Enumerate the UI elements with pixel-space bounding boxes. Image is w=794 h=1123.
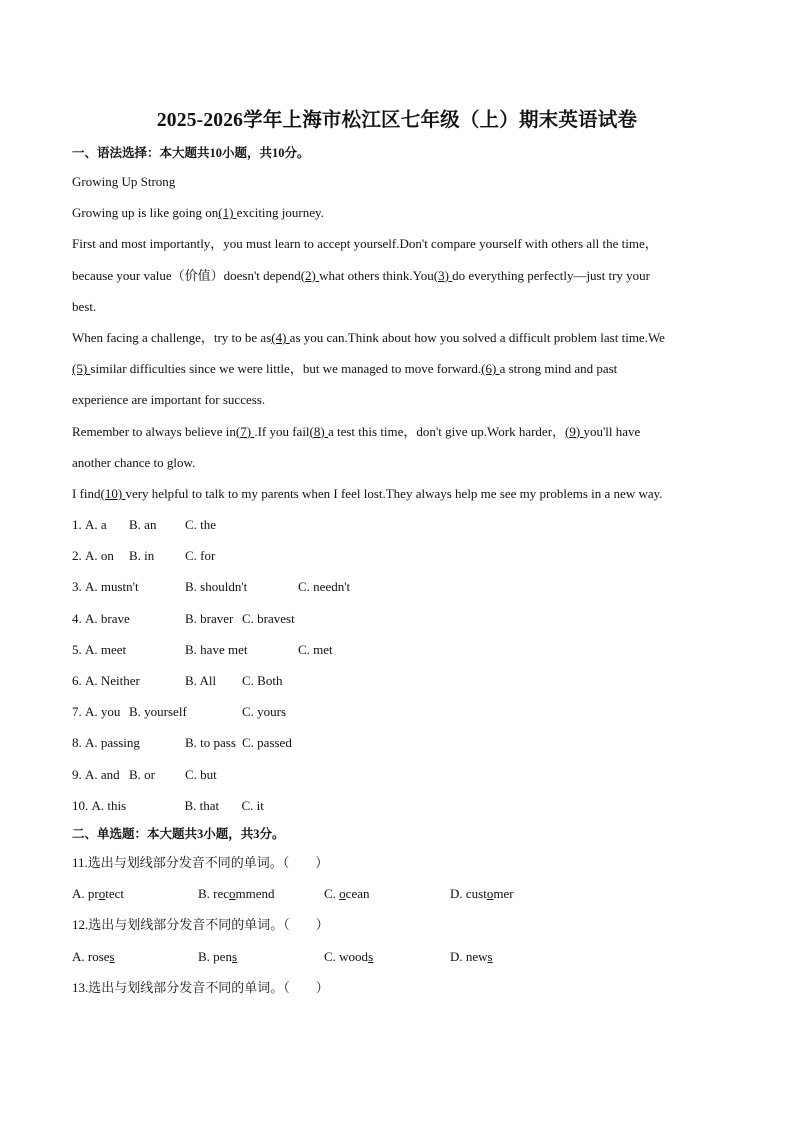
blank-6: (6) — [481, 361, 500, 377]
option-a[interactable]: A. a — [85, 517, 107, 533]
exam-title: 2025-2026学年上海市松江区七年级（上）期末英语试卷 — [156, 110, 638, 131]
option-a[interactable]: A. you — [85, 704, 121, 720]
passage-line: Growing up is like going on(1) exciting journey. — [72, 205, 324, 221]
option-a[interactable]: A. brave — [85, 610, 130, 626]
option-b[interactable]: B. pens — [198, 948, 238, 964]
option-c[interactable]: C. the — [185, 517, 217, 533]
blank-2: (2) — [300, 267, 320, 283]
blank-1: (1) — [218, 205, 237, 221]
option-c[interactable]: C. ocean — [324, 886, 370, 902]
option-b[interactable]: B. recommend — [198, 886, 275, 902]
passage-line: because your value（价值）doesn't depend(2) what others think.You(3) do everything perfectly—just try your — [72, 267, 650, 283]
blank-4: (4) — [271, 329, 290, 345]
question-12-stem: 12.选出与划线部分发音不同的单词。（ ） — [72, 917, 329, 933]
question-1: 1. A. a B. an C. the — [72, 509, 722, 540]
option-a[interactable]: A. passing — [85, 735, 140, 751]
passage-line: (5) similar difficulties since we were little，but we managed to move forward.(6) a strong mind and past — [72, 361, 618, 377]
question-12-options — [72, 941, 722, 972]
passage-line: I find(10) very helpful to talk to my parents when I feel lost.They always help me see my problems in a new way. — [72, 485, 663, 501]
option-d[interactable]: D. news — [450, 948, 493, 964]
question-5: 5. A. meet B. have met C. met — [72, 634, 722, 665]
question-2: 2. A. on B. in C. for — [72, 540, 722, 571]
option-c[interactable]: C. passed — [242, 735, 292, 751]
option-b[interactable]: B. braver — [185, 610, 234, 626]
option-a[interactable]: A. on — [85, 548, 114, 564]
blank-10: (10) — [100, 485, 126, 501]
passage-title: Growing Up Strong — [72, 174, 176, 189]
option-b[interactable]: B. have met — [185, 641, 248, 657]
option-a[interactable]: A. roses — [72, 948, 115, 964]
question-9: 9. A. and B. or C. but — [72, 759, 722, 790]
option-a[interactable]: A. this — [91, 797, 127, 813]
passage-line: another chance to glow. — [72, 454, 196, 470]
question-4: 4. A. brave B. braver C. bravest — [72, 603, 722, 634]
section-2-header: 二、单选题：本大题共3小题，共3分。 — [72, 826, 285, 841]
option-b[interactable]: B. an — [129, 517, 157, 533]
option-c[interactable]: C. needn't — [298, 579, 351, 595]
blank-5: (5) — [72, 361, 91, 377]
passage-line: When facing a challenge，try to be as(4) as you can.Think about how you solved a difficult problem last time.We — [72, 329, 665, 345]
question-11-options — [72, 878, 722, 909]
blank-9: (9) — [565, 423, 584, 439]
option-c[interactable]: C. Both — [242, 673, 283, 688]
option-a[interactable]: A. and — [85, 766, 120, 782]
option-c[interactable]: C. it — [241, 797, 264, 813]
option-b[interactable]: B. All — [185, 673, 217, 688]
option-b[interactable]: B. yourself — [129, 704, 187, 720]
option-c[interactable]: C. for — [185, 548, 216, 564]
passage-line: First and most importantly，you must learn to accept yourself.Don't compare yourself with others all the time， — [72, 236, 658, 252]
option-b[interactable]: B. to pass — [185, 735, 236, 751]
option-b[interactable]: B. in — [129, 548, 155, 564]
option-b[interactable]: B. shouldn't — [185, 579, 248, 595]
passage-line: Remember to always believe in(7) .If you fail(8) a test this time，don't give up.Work harder，(9) you'll have — [72, 423, 641, 439]
option-c[interactable]: C. bravest — [242, 610, 295, 626]
option-a[interactable]: A. Neither — [85, 673, 140, 688]
option-c[interactable]: C. woods — [324, 948, 374, 964]
option-b[interactable]: B. that — [184, 797, 220, 813]
question-7: 7. A. you B. yourself C. yours — [72, 696, 722, 727]
option-c[interactable]: C. yours — [242, 704, 287, 720]
question-11-stem: 11.选出与划线部分发音不同的单词。（ ） — [72, 854, 329, 870]
option-c[interactable]: C. met — [298, 641, 333, 657]
passage-line: experience are important for success. — [72, 392, 266, 408]
option-a[interactable]: A. protect — [72, 886, 124, 902]
option-b[interactable]: B. or — [129, 766, 155, 782]
option-c[interactable]: C. but — [185, 766, 217, 782]
blank-7: (7) — [235, 423, 255, 439]
passage-line: best. — [72, 298, 97, 314]
question-13-stem: 13.选出与划线部分发音不同的单词。（ ） — [72, 979, 329, 995]
question-8: 8. A. passing B. to pass C. passed — [72, 727, 722, 758]
question-3: 3. A. mustn't B. shouldn't C. needn't — [72, 571, 722, 602]
blank-3: (3) — [433, 267, 453, 283]
section-1-header: 一、语法选择：本大题共10小题，共10分。 — [72, 146, 310, 160]
option-a[interactable]: A. mustn't — [85, 579, 139, 595]
blank-8: (8) — [309, 423, 328, 439]
option-d[interactable]: D. customer — [450, 886, 514, 902]
option-a[interactable]: A. meet — [85, 641, 127, 657]
question-10: 10. A. this B. that C. it — [72, 790, 722, 821]
question-6: 6. A. Neither B. All C. Both — [72, 665, 722, 696]
